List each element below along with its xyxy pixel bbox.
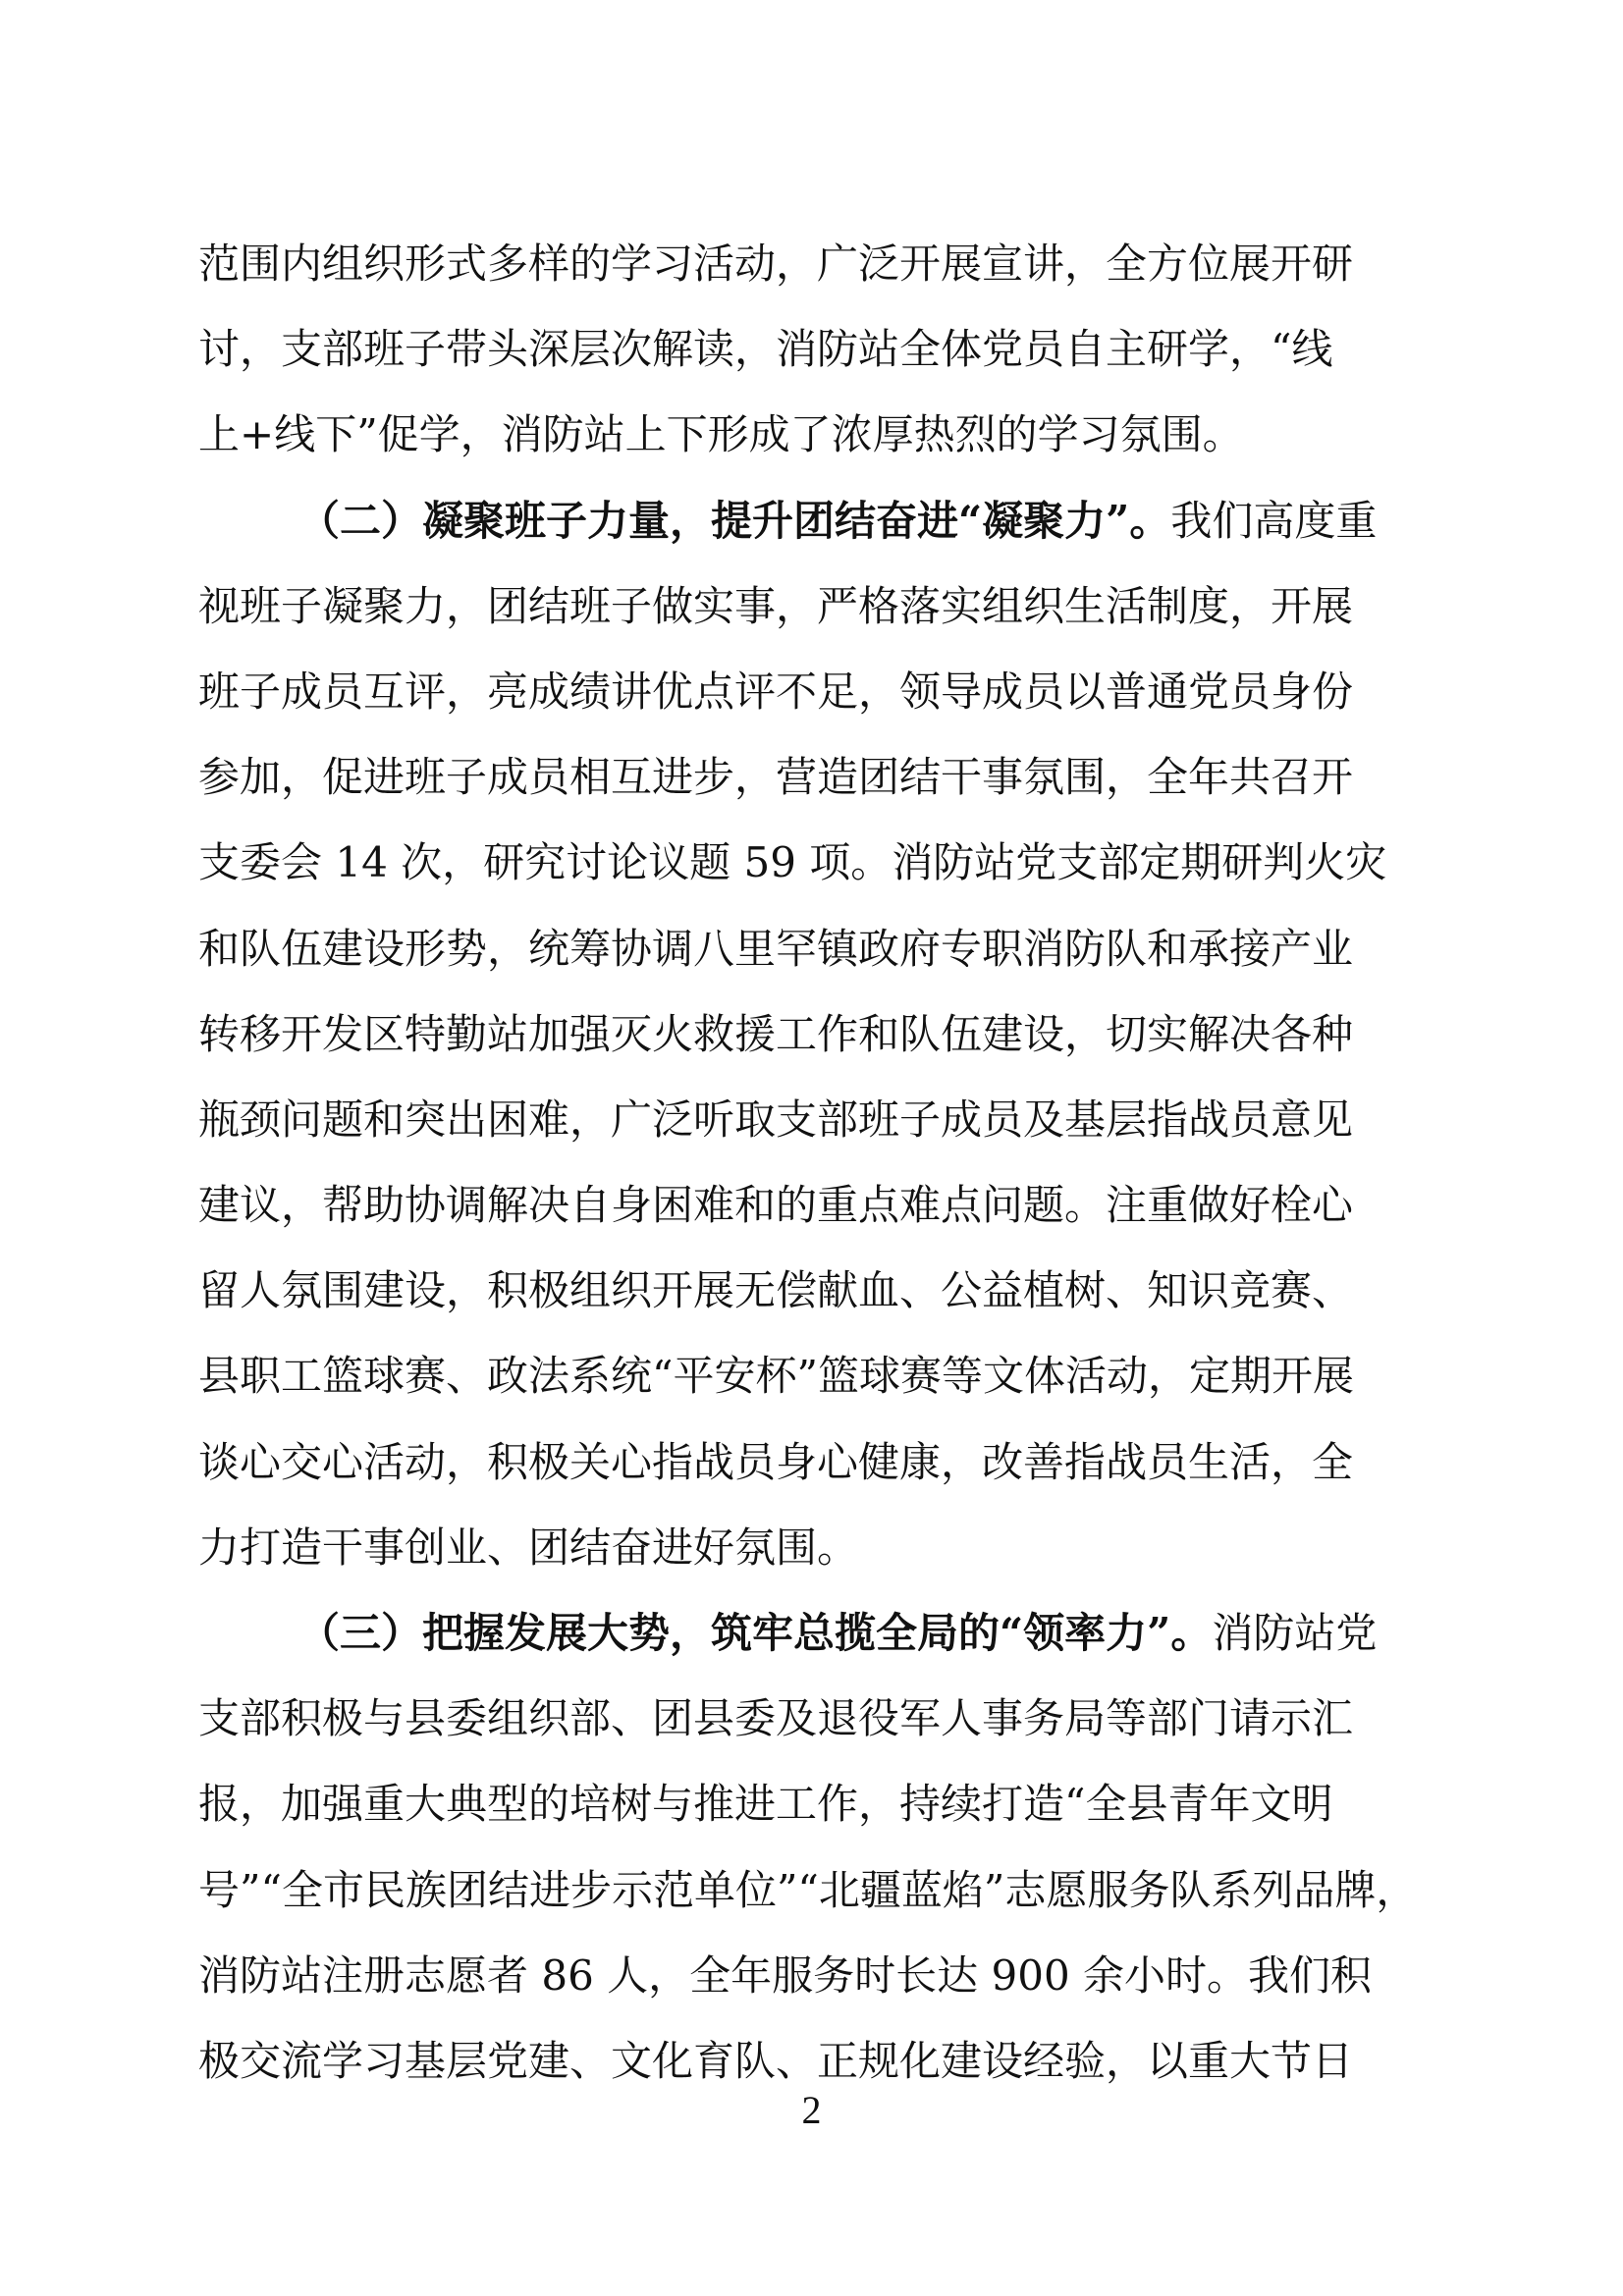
body-line-15 xyxy=(198,1419,1435,1505)
body-line-19 xyxy=(198,1761,1435,1846)
body-line-10 xyxy=(198,991,1435,1077)
section-3-heading-line xyxy=(198,1590,1435,1676)
line-text: 上+线下”促学，消防站上下形成了浓厚热烈的学习氛围。 xyxy=(198,410,1244,459)
line-text: 参加，促进班子成员相互进步，营造团结干事氛围，全年共召开 xyxy=(198,753,1354,802)
body-line-18 xyxy=(198,1676,1435,1761)
body-line-5 xyxy=(198,563,1435,649)
line-text: 和队伍建设形势，统筹协调八里罕镇政府专职消防队和承接产业 xyxy=(198,924,1354,973)
line-text: 建议，帮助协调解决自身困难和的重点难点问题。注重做好栓心 xyxy=(198,1181,1354,1230)
section-2-heading-line xyxy=(198,478,1435,563)
body-line-9 xyxy=(198,906,1435,991)
line-text: 支委会 14 次，研究讨论议题 59 项。消防站党支部定期研判火灾 xyxy=(198,838,1387,887)
line-text: 瓶颈问题和突出困难，广泛听取支部班子成员及基层指战员意见 xyxy=(198,1095,1354,1144)
line-text: 县职工篮球赛、政法系统“平安杯”篮球赛等文体活动，定期开展 xyxy=(198,1352,1354,1401)
body-line-13 xyxy=(198,1248,1435,1333)
body-line-12 xyxy=(198,1162,1435,1248)
line-text: 消防站注册志愿者 86 人，全年服务时长达 900 余小时。我们积 xyxy=(198,1950,1373,2000)
body-line-14 xyxy=(198,1333,1435,1418)
body-line-16 xyxy=(198,1505,1435,1590)
line-text: 转移开发区特勤站加强灭火救援工作和队伍建设，切实解决各种 xyxy=(198,1009,1354,1058)
page-number: 2 xyxy=(801,2088,822,2132)
line-text: 号”“全市民族团结进步示范单位”“北疆蓝焰”志愿服务队系列品牌， xyxy=(198,1865,1418,1914)
line-text: 力打造干事创业、团结奋进好氛围。 xyxy=(198,1522,859,1572)
section-2-heading: （二）凝聚班子力量，提升团结奋进“凝聚力”。 xyxy=(298,496,1171,545)
body-line-1 xyxy=(198,221,1435,306)
line-text: 谈心交心活动，积极关心指战员身心健康，改善指战员生活，全 xyxy=(198,1437,1354,1486)
line-text: 报，加强重大典型的培树与推进工作，持续打造“全县青年文明 xyxy=(198,1780,1333,1829)
line-text: 我们高度重 xyxy=(1170,496,1378,545)
body-line-3 xyxy=(198,392,1435,477)
line-text: 支部积极与县委组织部、团县委及退役军人事务局等部门请示汇 xyxy=(198,1694,1354,1743)
body-line-2 xyxy=(198,306,1435,392)
body-line-8 xyxy=(198,820,1435,905)
line-text: 消防站党 xyxy=(1212,1609,1378,1657)
line-text: 范围内组织形式多样的学习活动，广泛开展宣讲，全方位展开研 xyxy=(198,240,1354,288)
line-text: 极交流学习基层党建、文化育队、正规化建设经验，以重大节日 xyxy=(198,2036,1354,2085)
document-body xyxy=(198,221,1435,2104)
line-text: 留人氛围建设，积极组织开展无偿献血、公益植树、知识竞赛、 xyxy=(198,1266,1354,1315)
line-text: 讨，支部班子带头深层次解读，消防站全体党员自主研学，“线 xyxy=(198,325,1333,374)
line-text: 班子成员互评，亮成绩讲优点评不足，领导成员以普通党员身份 xyxy=(198,667,1354,716)
body-line-20 xyxy=(198,1847,1435,1933)
body-line-11 xyxy=(198,1077,1435,1162)
body-line-7 xyxy=(198,734,1435,820)
body-line-6 xyxy=(198,649,1435,734)
section-3-heading: （三）把握发展大势，筑牢总揽全局的“领率力”。 xyxy=(298,1609,1213,1657)
body-line-21 xyxy=(198,1933,1435,2018)
line-text: 视班子凝聚力，团结班子做实事，严格落实组织生活制度，开展 xyxy=(198,581,1354,630)
